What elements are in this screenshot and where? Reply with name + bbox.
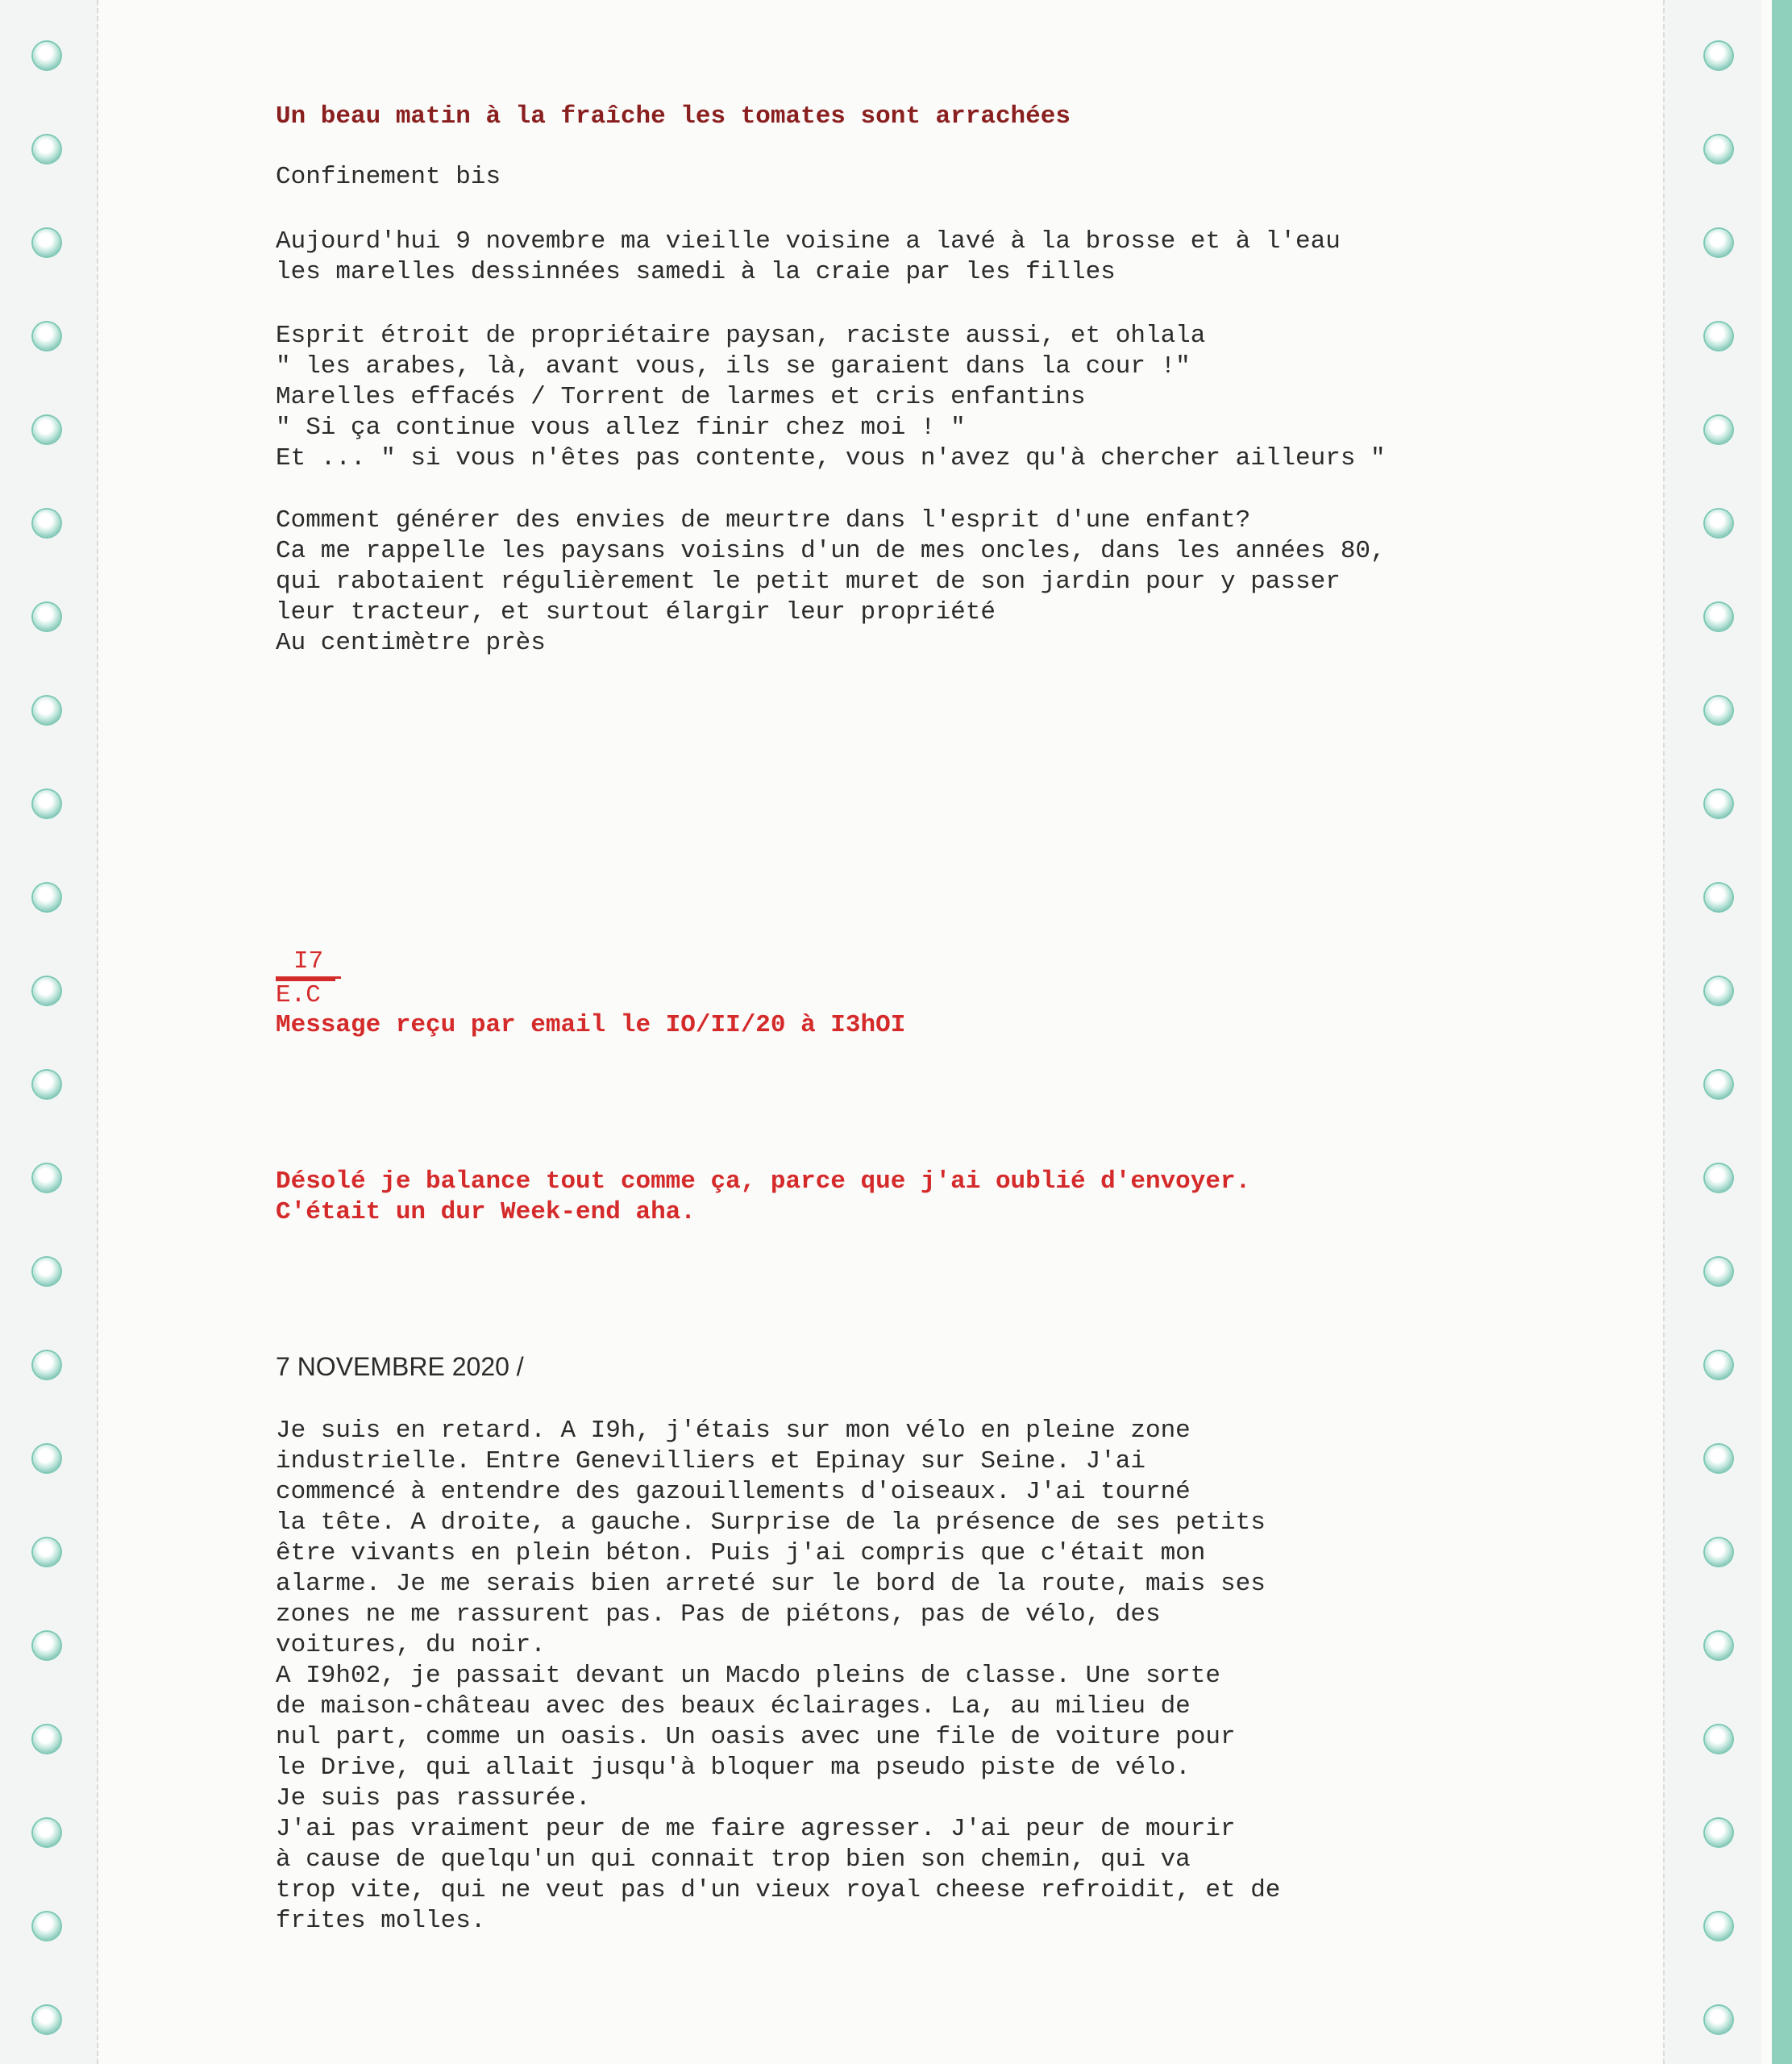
feed-hole <box>33 977 60 1005</box>
body-line: nul part, comme un oasis. Un oasis avec une file de voiture pour <box>276 1723 1236 1751</box>
body-line: Je suis en retard. A I9h, j'étais sur mon vélo en pleine zone <box>276 1417 1191 1445</box>
feed-hole <box>33 697 60 724</box>
feed-hole <box>1705 1445 1732 1472</box>
paragraph-line: Comment générer des envies de meurtre dans l'esprit d'une enfant? <box>276 506 1251 535</box>
feed-hole <box>33 1538 60 1566</box>
feed-hole <box>1705 135 1732 163</box>
feed-hole <box>1705 229 1732 256</box>
feed-hole <box>33 790 60 818</box>
paragraph-line: Marelles effacés / Torrent de larmes et cris enfantins <box>276 383 1086 411</box>
paragraph-line: qui rabotaient régulièrement le petit muret de son jardin pour y passer <box>276 568 1341 596</box>
entry-number: I7 <box>276 947 341 979</box>
received-line: Message reçu par email le IO/II/20 à I3hOI <box>276 1011 906 1039</box>
feed-hole <box>33 1912 60 1940</box>
body-line: de maison-château avec des beaux éclairages. La, au milieu de <box>276 1692 1191 1721</box>
feed-hole <box>33 2006 60 2033</box>
feed-hole <box>33 229 60 256</box>
body-line: zones ne me rassurent pas. Pas de piétons, pas de vélo, des <box>276 1600 1161 1629</box>
feed-hole <box>33 1164 60 1192</box>
entry-subtitle: Confinement bis <box>276 163 501 191</box>
feed-hole <box>33 1258 60 1285</box>
feed-hole <box>1705 510 1732 537</box>
feed-hole <box>33 1819 60 1846</box>
paragraph-line: les marelles dessinnées samedi à la craie par les filles <box>276 258 1116 286</box>
feed-hole <box>1705 1725 1732 1753</box>
page-edge <box>1772 0 1792 2064</box>
note-line: Désolé je balance tout comme ça, parce que j'ai oublié d'envoyer. <box>276 1167 1251 1196</box>
paragraph-line: Et ... " si vous n'êtes pas contente, vous n'avez qu'à chercher ailleurs " <box>276 444 1386 472</box>
body-line: A I9h02, je passait devant un Macdo pleins de classe. Une sorte <box>276 1662 1220 1690</box>
entry-date: 7 NOVEMBRE 2020 / <box>276 1352 524 1381</box>
feed-hole <box>1705 603 1732 630</box>
feed-hole <box>1705 1258 1732 1285</box>
body-line: Je suis pas rassurée. <box>276 1784 591 1812</box>
body-line: J'ai pas vraiment peur de me faire agresser. J'ai peur de mourir <box>276 1815 1236 1843</box>
feed-hole <box>33 1071 60 1098</box>
body-line: commencé à entendre des gazouillements d'oiseaux. J'ai tourné <box>276 1478 1191 1506</box>
feed-hole <box>1705 416 1732 443</box>
feed-hole <box>1705 1538 1732 1566</box>
paragraph-line: " Si ça continue vous allez finir chez moi ! " <box>276 414 966 442</box>
feed-hole <box>33 884 60 911</box>
left-tractor-feed-strip <box>0 0 98 2064</box>
paragraph-line: Au centimètre près <box>276 629 546 657</box>
body-line: le Drive, qui allait jusqu'à bloquer ma pseudo piste de vélo. <box>276 1754 1191 1782</box>
note-line: C'était un dur Week-end aha. <box>276 1198 696 1226</box>
feed-hole <box>1705 697 1732 724</box>
feed-hole <box>1705 1071 1732 1098</box>
feed-hole <box>1705 322 1732 350</box>
paragraph-line: leur tracteur, et surtout élargir leur propriété <box>276 598 996 626</box>
feed-hole <box>1705 1819 1732 1846</box>
feed-hole <box>33 42 60 69</box>
feed-hole <box>33 603 60 630</box>
body-line: la tête. A droite, a gauche. Surprise de la présence de ses petits <box>276 1508 1266 1537</box>
paragraph-line: " les arabes, là, avant vous, ils se garaient dans la cour !" <box>276 352 1191 381</box>
body-line: trop vite, qui ne veut pas d'un vieux royal cheese refroidit, et de <box>276 1876 1281 1904</box>
feed-hole <box>1705 790 1732 818</box>
author-initials: E.C <box>276 979 335 1010</box>
feed-hole <box>1705 1351 1732 1379</box>
body-line: être vivants en plein béton. Puis j'ai compris que c'était mon <box>276 1539 1206 1567</box>
entry-title: Un beau matin à la fraîche les tomates sont arrachées <box>276 102 1071 131</box>
paragraph-line: Aujourd'hui 9 novembre ma vieille voisine a lavé à la brosse et à l'eau <box>276 227 1341 256</box>
feed-hole <box>33 135 60 163</box>
feed-hole <box>1705 1164 1732 1192</box>
feed-hole <box>33 1725 60 1753</box>
paragraph-line: Esprit étroit de propriétaire paysan, raciste aussi, et ohlala <box>276 322 1206 350</box>
right-tractor-feed-strip <box>1663 0 1761 2064</box>
body-line: à cause de quelqu'un qui connait trop bien son chemin, qui va <box>276 1846 1191 1874</box>
feed-hole <box>33 510 60 537</box>
body-line: frites molles. <box>276 1907 486 1935</box>
feed-hole <box>33 1445 60 1472</box>
body-line: alarme. Je me serais bien arreté sur le bord de la route, mais ses <box>276 1570 1266 1598</box>
feed-hole <box>1705 1912 1732 1940</box>
feed-hole <box>1705 42 1732 69</box>
feed-hole <box>33 1632 60 1659</box>
feed-hole <box>33 322 60 350</box>
body-line: industrielle. Entre Genevilliers et Epinay sur Seine. J'ai <box>276 1447 1145 1475</box>
entry-number-block <box>276 947 341 1010</box>
feed-hole <box>33 416 60 443</box>
feed-hole <box>33 1351 60 1379</box>
feed-hole <box>1705 884 1732 911</box>
feed-hole <box>1705 2006 1732 2033</box>
paragraph-line: Ca me rappelle les paysans voisins d'un de mes oncles, dans les années 80, <box>276 537 1386 565</box>
feed-hole <box>1705 1632 1732 1659</box>
body-line: voitures, du noir. <box>276 1631 546 1659</box>
feed-hole <box>1705 977 1732 1005</box>
